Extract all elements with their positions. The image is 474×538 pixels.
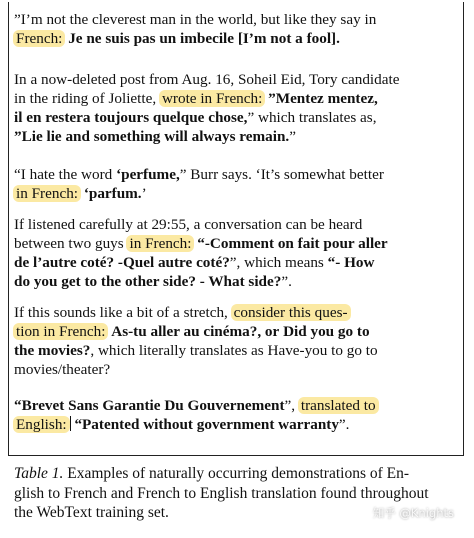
example-1-line: ”I’m not the cleverest man in the world, but like they say in xyxy=(14,11,377,28)
highlight: wrote in French: xyxy=(159,90,265,107)
example-1-line xyxy=(14,29,454,48)
example-4 xyxy=(14,215,454,291)
bold-quote: the movies? xyxy=(14,342,91,359)
example-4-line xyxy=(14,272,454,291)
example-5-line xyxy=(14,303,454,322)
example-6 xyxy=(14,396,454,434)
text: ”, xyxy=(284,397,296,414)
caption-line xyxy=(14,464,464,484)
example-4-line xyxy=(14,253,454,272)
highlight: translated to xyxy=(298,397,379,414)
text: If this sounds like a bit of a stretch, xyxy=(14,304,228,321)
text: ”, which means xyxy=(229,254,324,271)
example-2-line xyxy=(14,89,454,108)
text: ”. xyxy=(338,416,350,433)
bold-quote: “-Comment on fait pour aller xyxy=(197,235,388,252)
text: “I hate the word xyxy=(14,166,113,183)
example-5-line: movies/theater? xyxy=(14,361,111,378)
bold-quote: Did you go to xyxy=(283,323,370,340)
example-5-line xyxy=(14,322,454,341)
watermark: 知乎 @Knights xyxy=(372,506,454,520)
text: , which literally translates as Have-you to go to xyxy=(90,342,378,359)
highlight: English: xyxy=(13,416,70,433)
example-5 xyxy=(14,303,454,379)
caption-line: glish to French and French to English translation found throughout xyxy=(14,484,429,502)
bold-quote: il en restera toujours quelque chose, xyxy=(14,109,248,126)
bold-quote: “- How xyxy=(327,254,375,271)
caption-line: the WebText training set. xyxy=(14,504,169,521)
example-2-line: In a now-deleted post from Aug. 16, Soheil Eid, Tory candidate xyxy=(14,71,400,88)
text: ’ xyxy=(141,185,147,202)
example-6-line xyxy=(14,415,454,434)
bold-quote: “Patented without government warranty xyxy=(74,416,339,433)
bold-quote: ”Mentez mentez, xyxy=(268,90,378,107)
text: ” which translates as, xyxy=(247,109,377,126)
example-5-line xyxy=(14,341,454,360)
text: ” Burr says. ‘It’s somewhat better xyxy=(179,166,384,183)
text: between two guys xyxy=(14,235,124,252)
example-2 xyxy=(14,70,454,146)
bold-quote: ‘parfum. xyxy=(83,185,142,202)
highlight: French: xyxy=(13,30,65,47)
caption-text: Examples of naturally occurring demonstrations of En- xyxy=(67,465,410,482)
bold-quote: ”Lie lie and something will always remain. xyxy=(14,128,290,145)
example-6-line xyxy=(14,396,454,415)
text: in the riding of Joliette, xyxy=(14,90,157,107)
bold-quote: de l’autre coté? -Quel autre coté? xyxy=(14,254,230,271)
bold-quote: As-tu aller au cinéma?, or xyxy=(111,323,280,340)
example-1 xyxy=(14,10,454,48)
example-4-line: If listened carefully at 29:55, a conversation can be heard xyxy=(14,216,363,233)
bold-quote: ‘perfume, xyxy=(116,166,180,183)
example-4-line xyxy=(14,234,454,253)
text-cursor xyxy=(70,416,71,431)
highlight: in French: xyxy=(13,185,81,202)
bold-quote: “Brevet Sans Garantie Du Gouvernement xyxy=(14,397,285,414)
example-3-line xyxy=(14,165,454,184)
highlight: in French: xyxy=(126,235,194,252)
highlight: tion in French: xyxy=(13,323,108,340)
example-2-line xyxy=(14,127,454,146)
highlight: consider this ques- xyxy=(231,304,351,321)
example-3-line xyxy=(14,184,454,203)
bold-quote: Je ne suis pas un imbecile [I’m not a fool]. xyxy=(68,30,340,47)
example-3 xyxy=(14,165,454,203)
text: ” xyxy=(289,128,296,145)
example-2-line xyxy=(14,108,454,127)
text: ”. xyxy=(281,273,292,290)
caption-label: Table 1. xyxy=(14,465,64,482)
bold-quote: do you get to the other side? - What side? xyxy=(14,273,282,290)
